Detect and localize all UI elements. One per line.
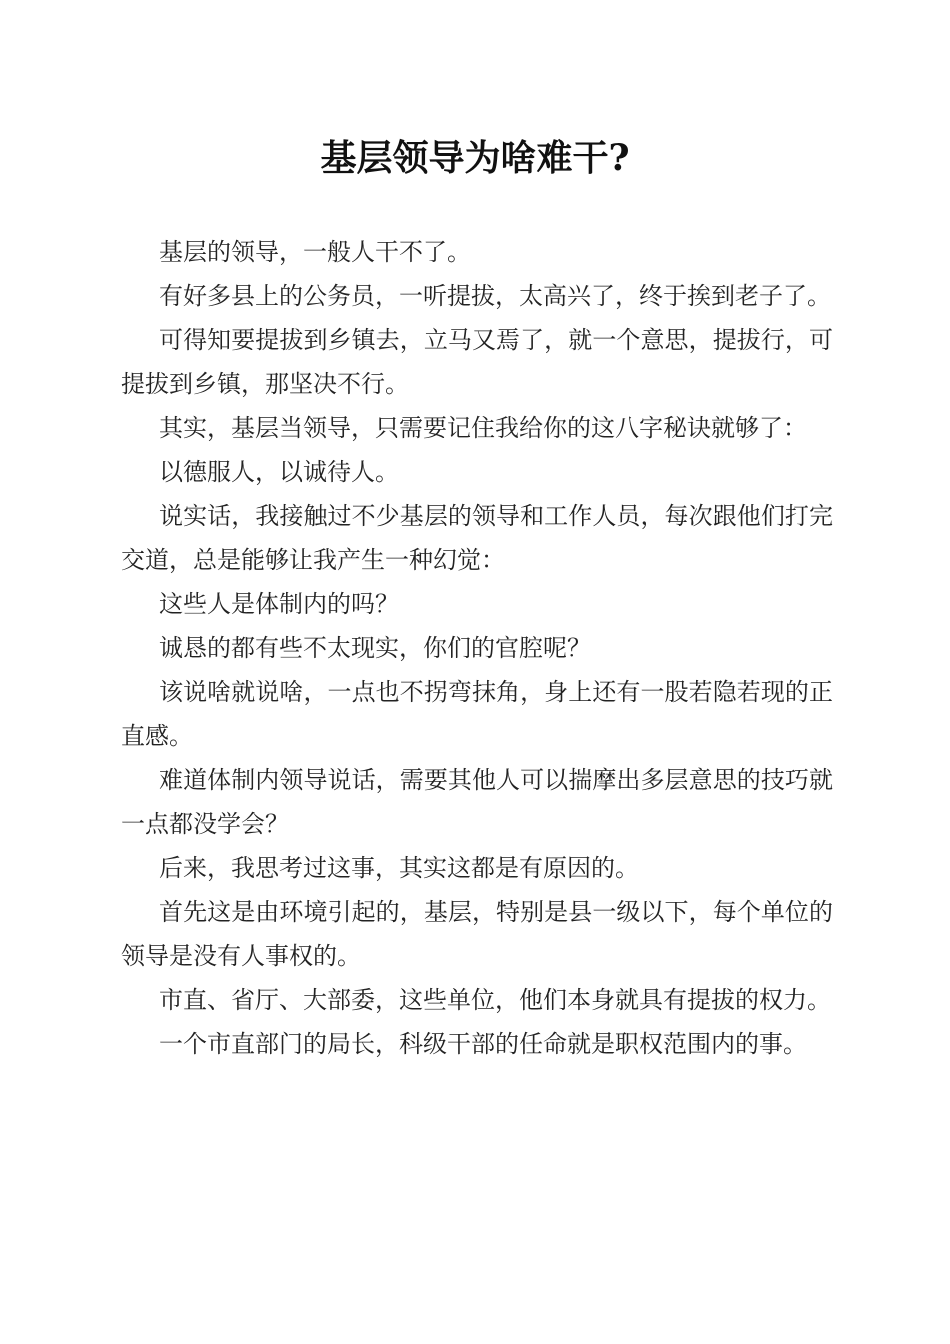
paragraph: 市直、省厅、大部委，这些单位，他们本身就具有提拔的权力。	[159, 986, 831, 1014]
paragraph: 有好多县上的公务员，一听提拔，太高兴了，终于挨到老子了。	[159, 282, 831, 310]
paragraph: 其实，基层当领导，只需要记住我给你的这八字秘诀就够了：	[159, 414, 807, 442]
paragraph: 首先这是由环境引起的，基层，特别是县一级以下，每个单位的领导是没有人事权的。	[121, 898, 833, 970]
paragraph: 说实话，我接触过不少基层的领导和工作人员，每次跟他们打完交道，总是能够让我产生一种幻觉：	[121, 502, 833, 574]
paragraph: 这些人是体制内的吗？	[159, 590, 399, 618]
page-title: 基层领导为啥难干?	[320, 137, 630, 179]
paragraph: 诚恳的都有些不太现实，你们的官腔呢？	[159, 634, 591, 662]
paragraph: 后来，我思考过这事，其实这都是有原因的。	[159, 854, 639, 882]
paragraph: 可得知要提拔到乡镇去，立马又焉了，就一个意思，提拔行，可提拔到乡镇，那坚决不行。	[121, 326, 833, 398]
paragraph: 该说啥就说啥，一点也不拐弯抹角，身上还有一股若隐若现的正直感。	[121, 678, 833, 750]
paragraph: 难道体制内领导说话，需要其他人可以揣摩出多层意思的技巧就一点都没学会？	[121, 766, 833, 838]
paragraph: 一个市直部门的局长，科级干部的任命就是职权范围内的事。	[159, 1030, 807, 1058]
document-body	[121, 230, 833, 1066]
paragraph: 以德服人，以诚待人。	[159, 458, 399, 486]
paragraph: 基层的领导，一般人干不了。	[159, 238, 471, 266]
